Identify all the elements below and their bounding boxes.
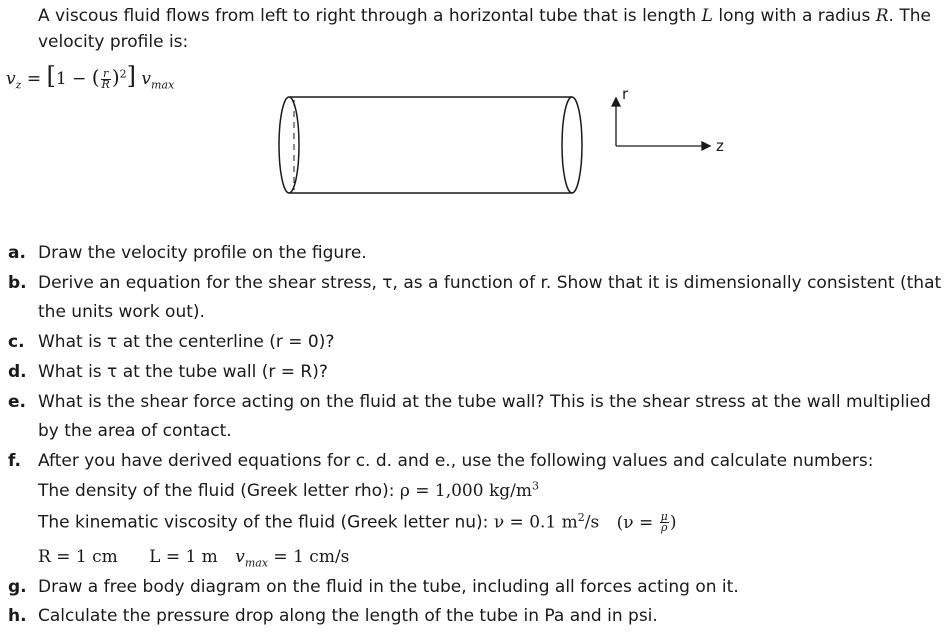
tube-drawing <box>279 97 582 193</box>
question-f-text: After you have derived equations for c. d. and e., use the following values and calculate numbers: <box>38 451 874 471</box>
radius-symbol: R <box>875 6 889 26</box>
r-axis-arrowhead <box>612 98 620 106</box>
question-f-label: f. <box>8 451 21 471</box>
question-b-text: Derive an equation for the shear stress, τ, as a function of r. Show that it is dimensionally consistent (that <box>38 273 942 293</box>
viscosity-value: ν = 0.1 m <box>493 512 578 533</box>
axes <box>612 98 710 150</box>
r-axis-label: r <box>622 85 629 103</box>
intro-line-2: velocity profile is: <box>38 32 189 52</box>
question-d-label: d. <box>8 362 27 382</box>
question-h-text: Calculate the pressure drop along the length of the tube in Pa and in psi. <box>38 606 658 626</box>
tube-right-end <box>562 97 582 193</box>
question-a-text: Draw the velocity profile on the figure. <box>38 243 367 263</box>
question-h-label: h. <box>8 606 27 626</box>
question-c-text: What is τ at the centerline (r = 0)? <box>38 332 335 352</box>
radius-value: R = 1 cm <box>38 547 118 567</box>
tube-left-end <box>279 97 299 193</box>
vmax-value: $v_{max} = 1$ cm/s <box>235 547 350 570</box>
question-e-label: e. <box>8 392 26 412</box>
intro-line-1: A viscous fluid flows from left to right through a horizontal tube that is length L long with a radius R. The <box>38 6 931 26</box>
viscosity-definition-fraction: $\frac{\mu}{\rho}$ <box>660 510 668 534</box>
density-value: ρ = 1,000 kg/m <box>399 481 532 501</box>
question-e-text: What is the shear force acting on the fluid at the tube wall? This is the shear stress at the wall multiplied <box>38 392 931 412</box>
question-b-continuation: the units work out). <box>38 302 205 322</box>
question-c-label: c. <box>8 332 25 352</box>
viscosity-line: The kinematic viscosity of the fluid (Greek letter nu): ν = 0.1 $m^2/s$ (ν = $\frac{\mu}{\rho}$ ) <box>38 510 677 534</box>
velocity-equation: $v_z = [1$ − ( $\frac{r}{R}$ )$^2$] $v_{max}$ <box>6 62 175 92</box>
z-axis-arrowhead <box>702 142 710 150</box>
question-g-label: g. <box>8 577 27 597</box>
density-line: The density of the fluid (Greek letter rho): ρ = 1,000 $kg/m^3$ <box>38 479 539 501</box>
length-value: L = 1 m <box>149 547 218 567</box>
question-e-continuation: by the area of contact. <box>38 421 232 441</box>
z-axis-label: z <box>716 137 724 155</box>
question-g-text: Draw a free body diagram on the fluid in the tube, including all forces acting on it. <box>38 577 739 597</box>
question-d-text: What is τ at the tube wall (r = R)? <box>38 362 328 382</box>
length-symbol: L <box>701 6 713 26</box>
question-a-label: a. <box>8 243 26 263</box>
dimensions-line <box>38 547 349 573</box>
question-b-label: b. <box>8 273 27 293</box>
